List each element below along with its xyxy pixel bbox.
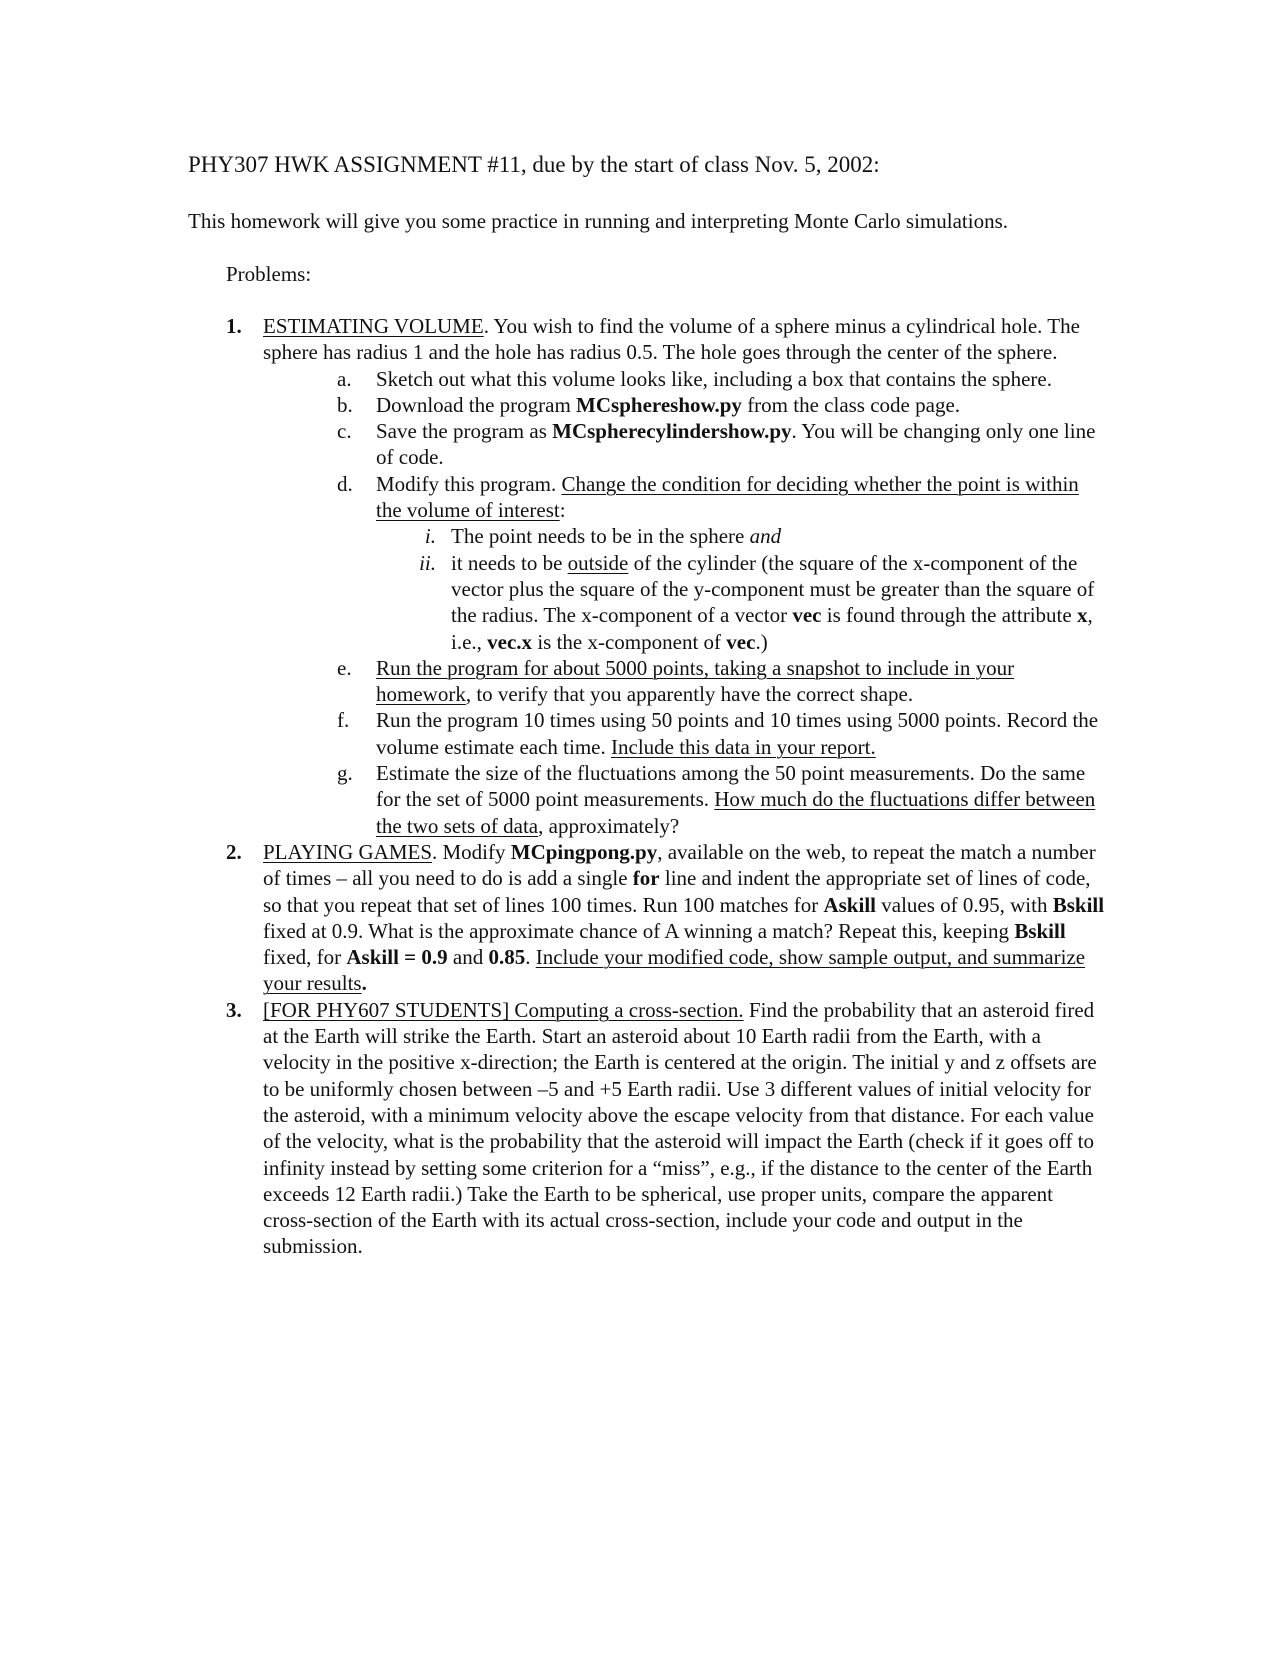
problem-heading: [FOR PHY607 STUDENTS] Computing a cross-section. (263, 997, 744, 1022)
problem-number: 3. (226, 997, 242, 1022)
subitem-text: . You will be changing only one line of code. (376, 419, 1096, 470)
point-text: is the x-component of (532, 629, 727, 654)
subitem-letter: e. (337, 655, 352, 680)
problem-heading: PLAYING GAMES (263, 839, 432, 864)
subitem-text: : (559, 498, 566, 523)
subitem-g (301, 760, 1106, 839)
bold-text: vec.x (487, 629, 533, 654)
problem-text: fixed, for (263, 945, 347, 970)
roman-numeral: i. (424, 524, 436, 549)
subitem-a (301, 366, 1106, 392)
subitem-text: Modify this program. (376, 471, 562, 496)
point-text: is found through the attribute (821, 603, 1077, 628)
point-text: of the cylinder (the square of the x-component of the vector plus the square of the y-component must be greater than the square of the radius. The x-component of a vector (451, 550, 1095, 628)
point-text: , i.e., (451, 603, 1093, 654)
subitem-letter: d. (337, 471, 353, 496)
bold-text: vec (726, 629, 756, 654)
subitem-text: Sketch out what this volume looks like, including a box that contains the sphere. (376, 366, 1052, 391)
intro-paragraph: This homework will give you some practice in running and interpreting Monte Carlo simulations. (188, 209, 1009, 233)
problems-label: Problems: (226, 262, 312, 286)
subitem-d-points (376, 523, 1106, 654)
underlined-text: Include your modified code, show sample output, and summarize your results (263, 945, 1086, 996)
emphasis-text: and (749, 524, 782, 549)
problem-text: values of 0.95, with (876, 892, 1053, 917)
subitem-letter: a. (337, 366, 352, 391)
bold-text: Bskill (1014, 918, 1066, 943)
subitem-letter: f. (337, 708, 350, 733)
subitem-letter: c. (337, 419, 352, 444)
problem-text: . You wish to find the volume of a sphere minus a cylindrical hole. The sphere has radius 1 and the hole has radius 0.5. The hole goes through the center of the sphere. (263, 314, 1080, 365)
point-ii (376, 550, 1106, 655)
subitem-text: from the class code page. (741, 392, 961, 417)
problem-2 (226, 839, 1106, 997)
program-name: MCspherecylindershow.py (552, 419, 792, 444)
problem-number: 2. (226, 839, 242, 864)
subitem-d (301, 471, 1106, 655)
subitem-b (301, 392, 1106, 418)
underlined-text: How much do the fluctuations differ between the two sets of data (376, 787, 1096, 838)
underlined-text: Include this data in your report. (611, 734, 876, 759)
bold-text: Askill = 0.9 (346, 945, 448, 970)
problem-text: line and indent the appropriate set of lines of code, so that you repeat that set of lines 100 times. Run 100 matches for (263, 866, 1091, 917)
underlined-text: Change the condition for deciding whether the point is within the volume of interest (376, 471, 1079, 523)
subitem-letter: b. (337, 392, 353, 417)
subitem-f (301, 707, 1106, 760)
point-i (376, 523, 1106, 549)
problem-1-subitems (301, 366, 1106, 839)
subitem-e (301, 655, 1106, 708)
problem-text: , available on the web, to repeat the match a number of times – all you need to do is add a single (263, 839, 1096, 891)
subitem-c (301, 418, 1106, 471)
bold-text: x (1076, 603, 1088, 628)
bold-text: Askill (823, 892, 876, 917)
problem-text: and (447, 945, 489, 970)
problem-text: . (525, 945, 536, 970)
subitem-text: Save the program as (376, 419, 553, 444)
subitem-letter: g. (337, 761, 353, 786)
problem-text: . Modify (432, 839, 511, 864)
problem-number: 1. (226, 314, 242, 338)
bold-text: 0.85 (488, 945, 526, 970)
point-text: .) (755, 629, 768, 654)
bold-text: . (361, 971, 367, 996)
underlined-text: Run the program for about 5000 points, taking a snapshot to include in your homework (376, 655, 1015, 707)
subitem-text: Download the program (376, 392, 577, 417)
subitem-text: Estimate the size of the fluctuations among the 50 point measurements. Do the same for the set of 5000 point measurements. (376, 761, 1086, 812)
problem-text: fixed at 0.9. What is the approximate chance of A winning a match? Repeat this, keeping (263, 918, 1015, 943)
subitem-text: , to verify that you apparently have the correct shape. (465, 682, 914, 707)
bold-text: vec (792, 603, 822, 628)
bold-text: for (632, 866, 660, 891)
roman-numeral: ii. (419, 550, 436, 575)
point-text: The point needs to be in the sphere (451, 524, 750, 549)
problem-3 (226, 997, 1106, 1260)
underlined-text: outside (567, 550, 629, 575)
point-text: it needs to be (451, 550, 568, 575)
problem-text: Find the probability that an asteroid fired at the Earth will strike the Earth. Start an asteroid about 10 Earth radii from the Earth, with a velocity in the positive x-direction; the Earth is centered at the origin. The initial y and z offsets are to be uniformly chosen between –5 and +5 Earth radii. Use 3 different values of initial velocity for the asteroid, with a minimum velocity above the escape velocity from that distance. For each value of the velocity, what is the probability that the asteroid will impact the Earth (check if it goes off to infinity instead by setting some criterion for a “miss”, e.g., if the distance to the center of the Earth exceeds 12 Earth radii.) Take the Earth to be spherical, use proper units, compare the apparent cross-section of the Earth with its actual cross-section, include your code and output in the submission. (263, 997, 1097, 1259)
problem-1 (226, 313, 1106, 839)
subitem-text: Run the program 10 times using 50 points and 10 times using 5000 points. Record the volume estimate each time. (376, 708, 1099, 759)
program-name: MCsphereshow.py (576, 392, 742, 417)
problem-heading: ESTIMATING VOLUME (263, 314, 484, 338)
problem-list (226, 313, 1106, 1260)
program-name: MCpingpong.py (510, 839, 658, 864)
assignment-title: PHY307 HWK ASSIGNMENT #11, due by the start of class Nov. 5, 2002: (188, 152, 880, 177)
bold-text: Bskill (1052, 892, 1105, 917)
subitem-text: , approximately? (538, 813, 680, 838)
